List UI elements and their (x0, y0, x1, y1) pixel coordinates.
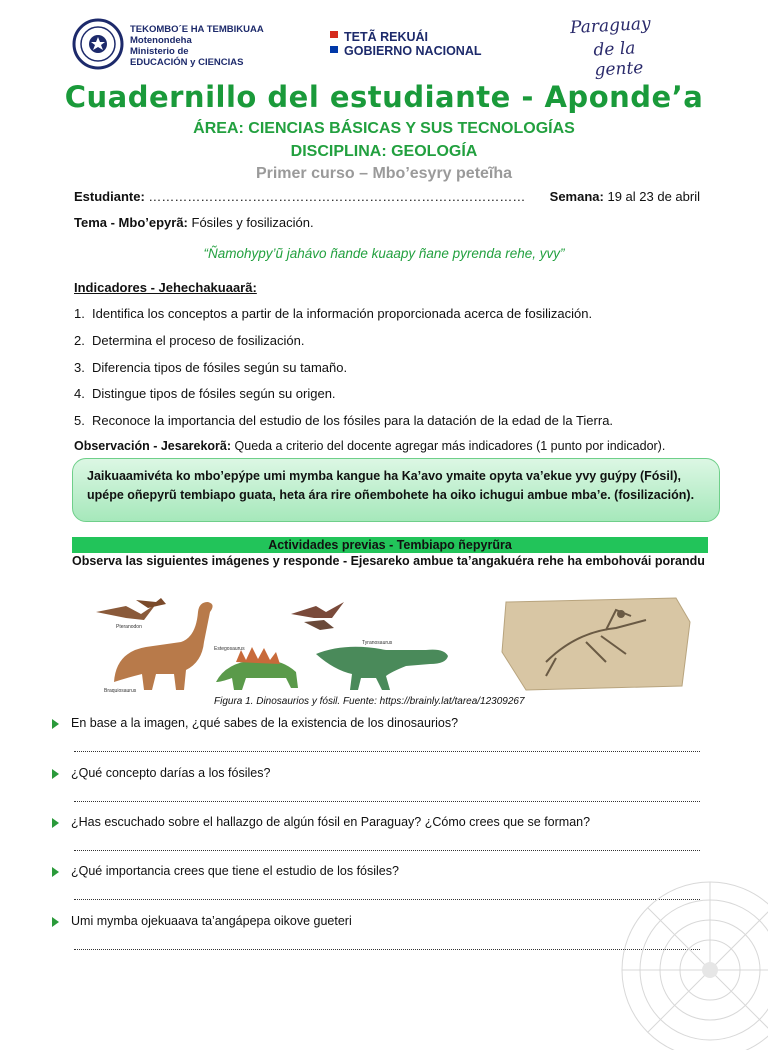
question-item: ¿Qué concepto darías a los fósiles? (52, 766, 270, 780)
stegosaurus-image (216, 660, 298, 690)
observacion-text: Queda a criterio del docente agregar más indicadores (1 punto por indicador). (234, 439, 666, 453)
answer-line[interactable] (74, 750, 700, 752)
semana-value: 19 al 23 de abril (607, 189, 700, 204)
tema-line (74, 215, 314, 230)
dinosaurs-fossil-figure (86, 592, 696, 696)
student-label: Estudiante: (74, 189, 145, 204)
indicador-item: 2. Determina el proceso de fosilización. (74, 333, 305, 348)
actividades-bar: Actividades previas - Tembiapo ñepyrũra (72, 537, 708, 553)
svg-text:Tyranosaurus: Tyranosaurus (362, 640, 393, 646)
page-header (0, 13, 768, 81)
ministry-seal-icon (72, 18, 124, 70)
student-line (74, 189, 525, 204)
intro-callout-box: Jaikuaamivéta ko mbo’epýpe umi mymba kangue ha Ka’avo ymaite opyta va’ekue yvy guýpy (Fósil), upépe oñepyrũ tembiapo guata, heta ára rire oñembohete ha oiko ichugui ambue mba’e. (fosilización). (72, 458, 720, 522)
gob-line-1: TETÃ REKUÁI (344, 30, 429, 44)
ministry-line-3: Ministerio de (130, 46, 189, 57)
semana-line (550, 189, 700, 204)
svg-text:Estegosaurus: Estegosaurus (214, 646, 245, 652)
student-blank[interactable]: …………………………………………………………………………… (148, 189, 526, 204)
question-item: Umi mymba ojekuaava ta’angápepa oikove gueteri (52, 914, 352, 928)
brand-line-1: Paraguay (569, 13, 652, 39)
actividades-instruction: Observa las siguientes imágenes y responde - Ejesareko ambue ta’angakuéra rehe ha embohovái porandu (72, 554, 705, 568)
indicador-item: 3. Diferencia tipos de fósiles según su tamaño. (74, 360, 348, 375)
arrow-bullet-icon (52, 867, 59, 877)
page-title: Cuadernillo del estudiante - Aponde’a (64, 80, 704, 114)
arrow-bullet-icon (52, 818, 59, 828)
ministry-line-2: Motenondeha (130, 35, 192, 46)
fossil-slab-image (502, 598, 690, 690)
tyrannosaurus-image (316, 647, 448, 690)
observacion-line (74, 439, 665, 453)
ministry-line-1: TEKOMBO´E HA TEMBIKUAA (130, 24, 264, 35)
semana-label: Semana: (549, 189, 604, 204)
indicador-item: 4. Distingue tipos de fósiles según su origen. (74, 386, 336, 401)
arrow-bullet-icon (52, 719, 59, 729)
tema-label: Tema - Mbo’epyrã: (74, 215, 188, 230)
answer-line[interactable] (74, 800, 700, 802)
question-item: ¿Has escuchado sobre el hallazgo de algún fósil en Paraguay? ¿Cómo crees que se forman? (52, 815, 590, 829)
paraguay-brand-logo (569, 13, 690, 81)
brand-line-2: de la gente (593, 38, 644, 81)
indicador-item: 1. Identifica los conceptos a partir de la información proporcionada acerca de fosilización. (74, 306, 593, 321)
svg-text:Pteranodon: Pteranodon (116, 624, 142, 630)
area-heading: ÁREA: CIENCIAS BÁSICAS Y SUS TECNOLOGÍAS (193, 120, 575, 137)
observacion-label: Observación - Jesarekorã: (74, 439, 232, 453)
curso-heading: Primer curso – Mbo’esyry peteĩha (255, 165, 513, 182)
indicador-item: 5. Reconoce la importancia del estudio de los fósiles para la datación de la edad de la Tierra. (74, 413, 614, 428)
indicadores-heading: Indicadores - Jehechakuaarã: (74, 280, 257, 295)
question-item: ¿Qué importancia crees que tiene el estudio de los fósiles? (52, 864, 399, 878)
ministry-name (130, 24, 264, 68)
ministry-line-4: EDUCACIÓN y CIENCIAS (130, 57, 244, 68)
question-item: En base a la imagen, ¿qué sabes de la existencia de los dinosaurios? (52, 716, 458, 730)
nanduti-lace-decoration-icon (600, 850, 768, 1050)
tema-value: Fósiles y fosilización. (191, 215, 314, 230)
gob-line-2: GOBIERNO NACIONAL (344, 44, 482, 58)
flag-icon (330, 31, 338, 53)
figure-caption: Figura 1. Dinosaurios y fósil. Fuente: https://brainly.lat/tarea/12309267 (214, 696, 525, 707)
svg-text:Braquiosaurus: Braquiosaurus (104, 688, 137, 694)
disciplina-heading: DISCIPLINA: GEOLOGÍA (290, 143, 478, 160)
motto-quote: “Ñamohypy’ũ jahávo ñande kuaapy ñane pyrenda rehe, yvy” (203, 246, 565, 261)
arrow-bullet-icon (52, 769, 59, 779)
arrow-bullet-icon (52, 917, 59, 927)
